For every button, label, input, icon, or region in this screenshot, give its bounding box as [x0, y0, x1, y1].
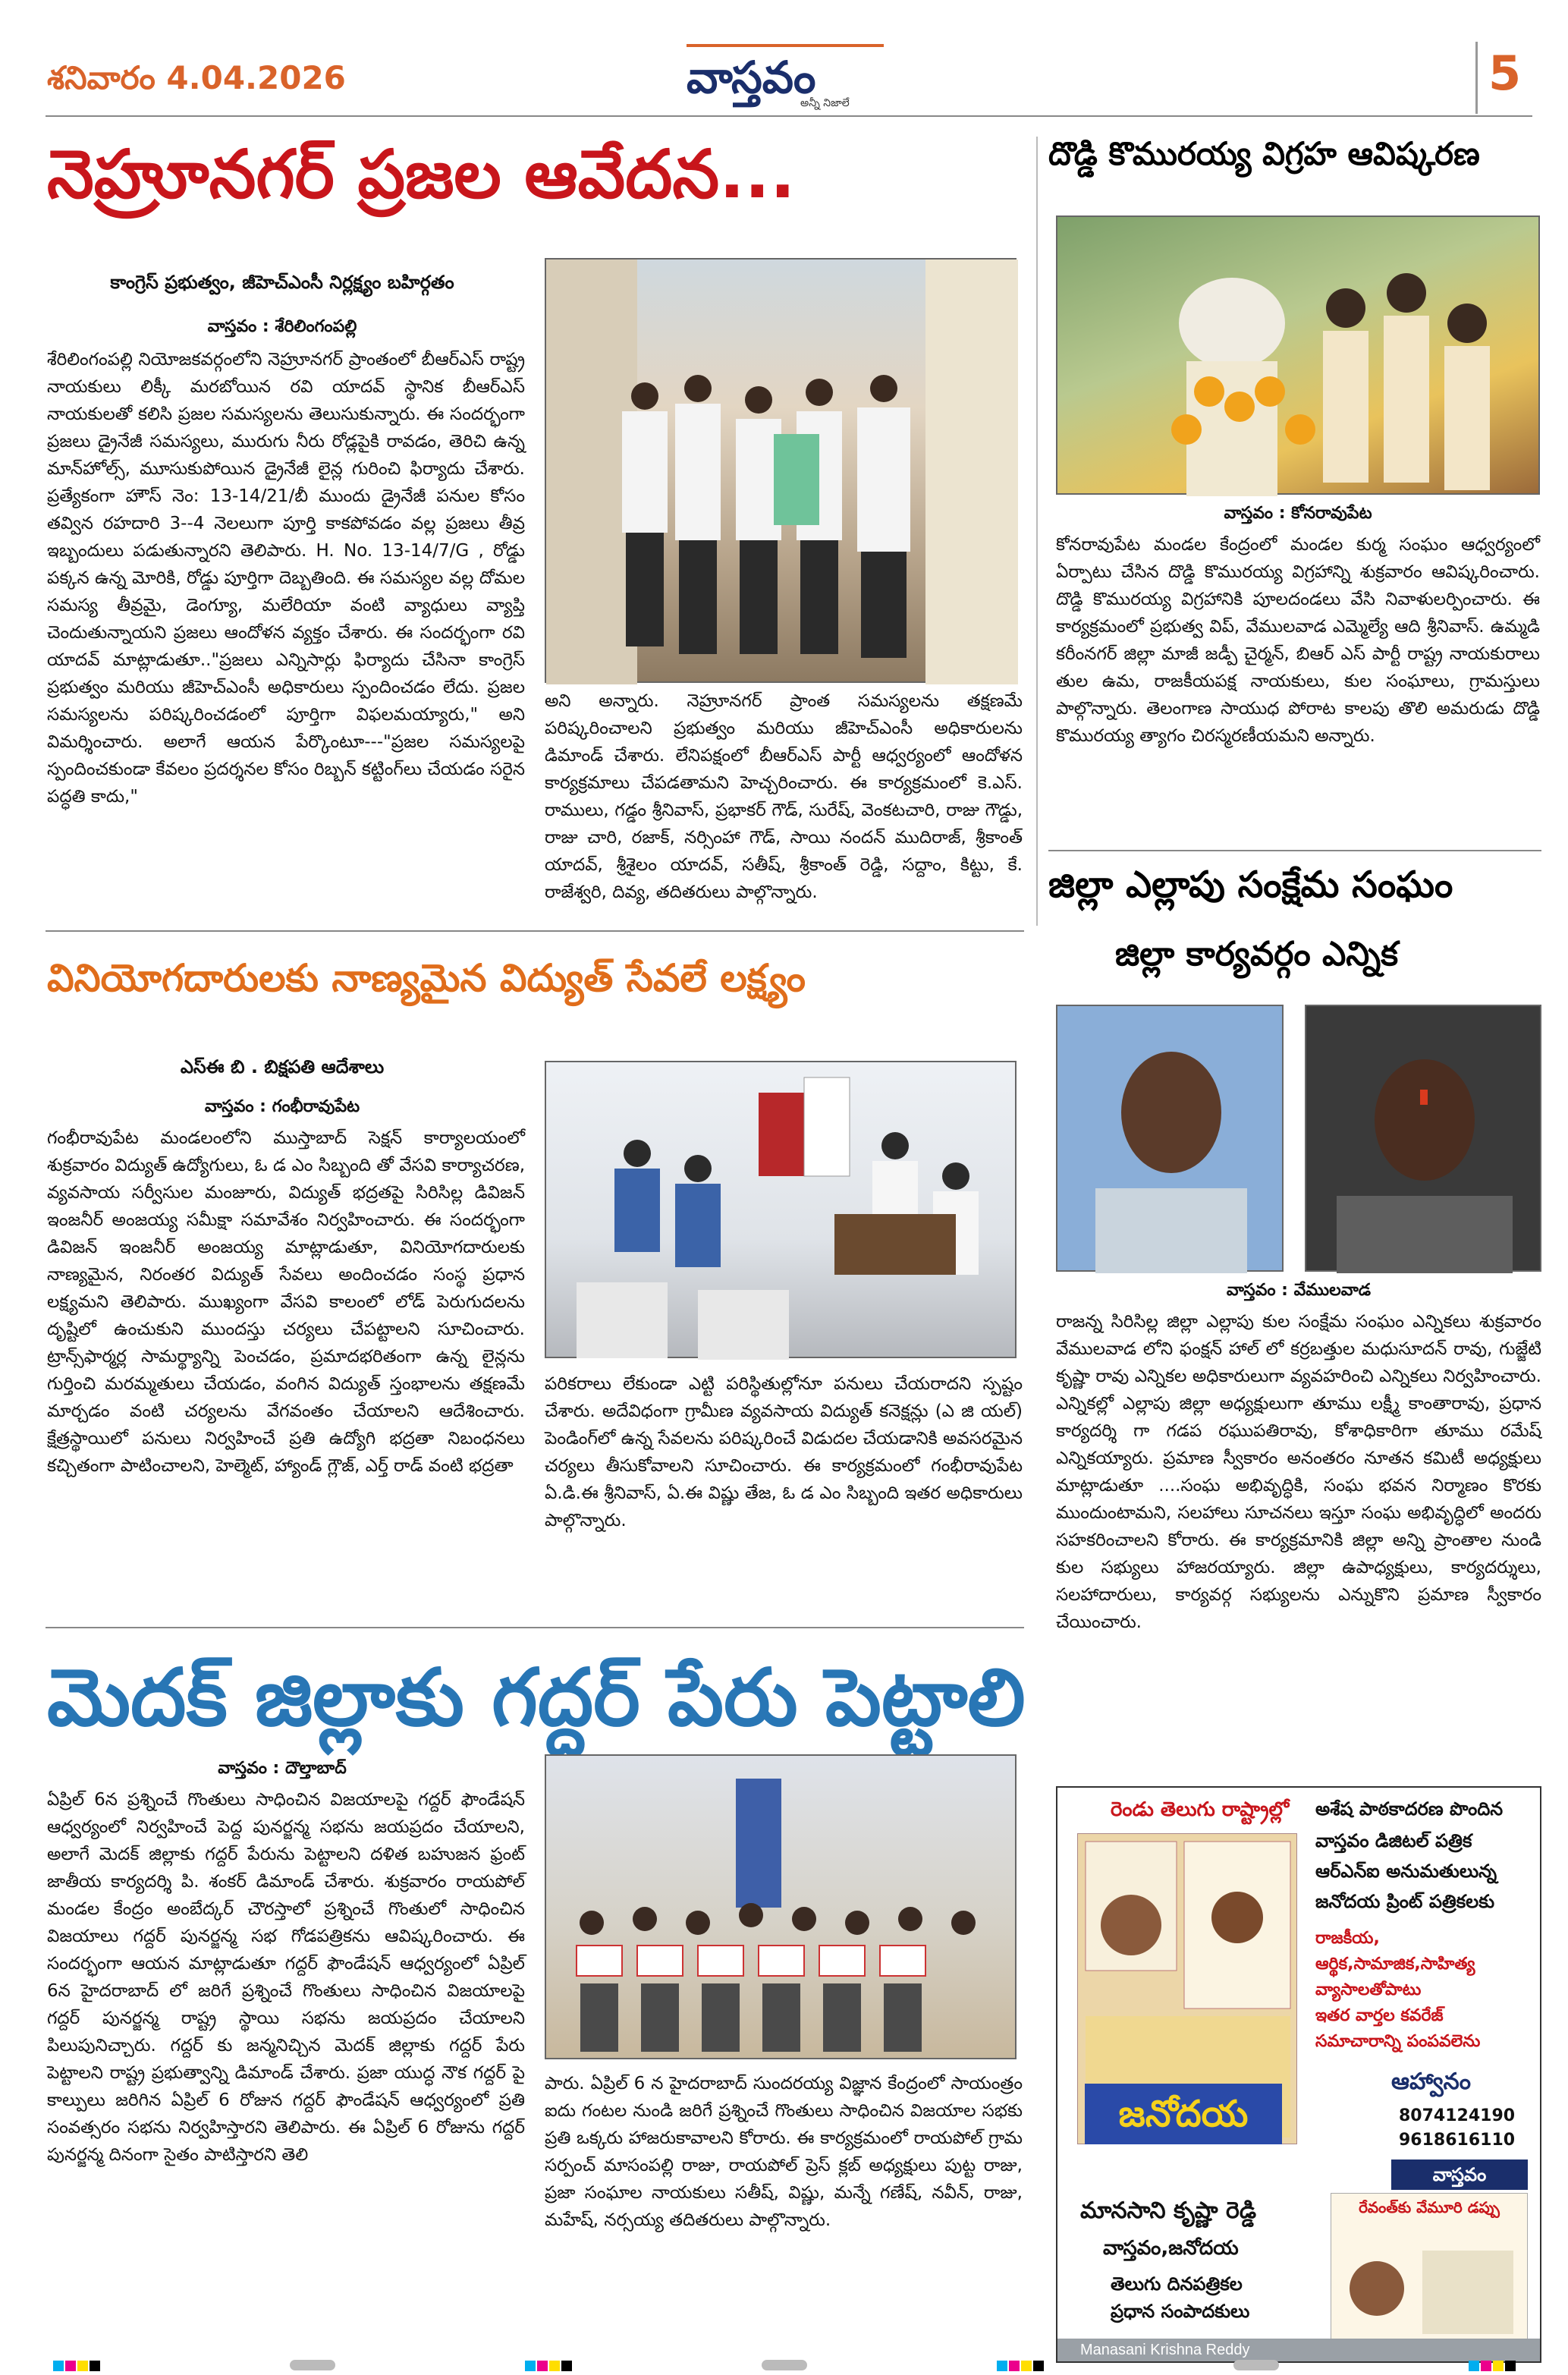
ad-footer-name: Manasani Krishna Reddy [1057, 2339, 1540, 2361]
vastavam-small-logo: వాస్తవం [1391, 2160, 1528, 2190]
ad-editor-pubs: వాస్తవం,జనోదయ [1103, 2237, 1239, 2260]
section-rule [46, 930, 1024, 932]
story5-photo [545, 1754, 1017, 2059]
ad-line4: జనోదయ ప్రింట్ పత్రికలకు [1315, 1891, 1495, 1912]
page-number-divider [1475, 42, 1478, 114]
ad-bullet: రాజకీయ, [1315, 1929, 1380, 1948]
color-swatches [53, 2360, 102, 2372]
header-rule [46, 115, 1532, 117]
member-portrait-2 [1306, 1006, 1543, 1273]
advertisement [1056, 1786, 1541, 2363]
issue-date: శనివారం 4.04.2026 [47, 59, 346, 96]
page-number: 5 [1488, 46, 1522, 101]
ad-phone2: 9618616110 [1399, 2131, 1516, 2150]
ad-bullet: వ్యాసాలతోపాటు [1315, 1980, 1422, 1999]
story2-dateline: వాస్తవం : కోనరావుపేట [1224, 504, 1372, 523]
story4-body: రాజన్న సిరిసిల్ల జిల్లా ఎల్లాపు కుల సంక్షేమ సంఘం ఎన్నికలు శుక్రవారం వేములవాడ లోని ఫంక్షన్ హాల్ లో కర్రబత్తుల మధుసూదన్ రావు, గుజ్జేటి కృష్ణా రావు ఎన్నికల అధికారులుగా వ్యవహరించి ఎన్నికలు నిర్వహించారు. ఎన్నికల్లో ఎల్లాపు జిల్లా అధ్యక్షులుగా తూము లక్ష్మీ కాంతారావు, ప్రధాన కార్యదర్శి గా గడప రఘుపతిరావు, కోశాధికారిగా తూము రమేష్ ఎన్నికయ్యారు. ప్రమాణ స్వీకారం అనంతరం నూతన కమిటీ అధ్యక్షులు మాట్లాడుతూ ....సంఘ అభివృద్ధికి, సంఘ భవన నిర్మాణం కొరకు ముందుంటామని, సలహాలు సూచనలు ఇస్తూ సంఘ అభివృద్ధిలో అందరు సహకరించాలని కోరారు. ఈ కార్యక్రమానికి జిల్లా అన్ని ప్రాంతాల నుండి కుల సభ్యులు హాజరయ్యారు. జిల్లా ఉపాధ్యక్షులు, కార్యదర్శులు, సలహాదారులు, కార్యవర్గ సభ్యులను ఎన్నుకొని ప్రమాణ స్వీకారం చేయించారు. [1056, 1312, 1548, 1632]
story5-dateline: వాస్తవం : దౌల్తాబాద్ [218, 1759, 347, 1778]
story3-headline: వినియోగదారులకు నాణ్యమైన విద్యుత్ సేవలే లక్ష్యం [47, 956, 806, 1000]
masthead [687, 44, 884, 117]
masthead-title: వాస్తవం [687, 52, 816, 103]
story4-headline: జిల్లా ఎల్లాపు సంక్షేమ సంఘం [1048, 863, 1453, 906]
revanth-clip-image [1331, 2220, 1529, 2342]
story4-photo-1 [1056, 1005, 1284, 1272]
story1-kicker: కాంగ్రెస్ ప్రభుత్వం, జీహెచ్ఎంసీ నిర్లక్ష్యం బహిర్గతం [110, 272, 454, 293]
statue-garlanding-photo [1057, 217, 1541, 496]
ad-editor-role1: తెలుగు దినపత్రికల [1111, 2273, 1243, 2295]
revanth-headline: రేవంత్‌కు వేమూరి డప్పు [1359, 2198, 1500, 2216]
section-rule-2 [46, 1627, 1024, 1628]
ad-editor-role2: ప్రధాన సంపాదకులు [1111, 2301, 1250, 2322]
member-portrait-1 [1057, 1006, 1285, 1273]
color-swatches [1469, 2360, 1517, 2372]
janodaya-logo-text: జనోదయ [1118, 2093, 1249, 2135]
story4-photo-2 [1305, 1005, 1541, 1272]
revanth-clip [1331, 2193, 1528, 2345]
ad-line1b: అశేష పాఠకాదరణ పొందిన [1315, 1798, 1504, 1820]
story4-subhead: జిల్లా కార్యవర్గం ఎన్నిక [1115, 935, 1399, 974]
story2-photo [1056, 215, 1540, 495]
meeting-room-photo [546, 1062, 1018, 1360]
registration-mark [762, 2360, 807, 2370]
story2-headline: దొడ్డి కొమురయ్య విగ్రహ ఆవిష్కరణ [1048, 135, 1480, 172]
registration-mark [1233, 2360, 1279, 2370]
registration-mark [290, 2360, 335, 2370]
ad-invite: ఆహ్వానం [1391, 2068, 1471, 2095]
story3-dateline: వాస్తవం : గంభీరావుపేట [204, 1097, 360, 1116]
story1-body-col1: శేరిలింగంపల్లి నియోజకవర్గంలోని నెహ్రూనగర్ ప్రాంతంలో బీఆర్ఎస్ రాష్ట్ర నాయకులు లిక్కీ మరబోయిన రవి యాదవ్ స్థానిక బీఆర్ఎస్ నాయకులతో కలిసి ప్రజల సమస్యలను తెలుసుకున్నారు. ఈ సందర్భంగా ప్రజలు డ్రైనేజీ సమస్యలు, మురుగు నీరు రోడ్లపైకి రావడం, తెరిచి ఉన్న మాన్‌హోల్స్, మూసుకుపోయిన డ్రైనేజీ లైన్ల గురించి ఫిర్యాదు చేశారు. ప్రత్యేకంగా హౌస్ నెం: 13-14/21/బీ ముందు డ్రైనేజీ పనుల కోసం తవ్విన రహదారి 3--4 నెలలుగా పూర్తి కాకపోవడం వల్ల ప్రజలు తీవ్ర ఇబ్బందులు పడుతున్నారని తెలిపారు. H. No. 13-14/7/G , రోడ్డు పక్కన ఉన్న మోరికి, రోడ్డు పూర్తిగా దెబ్బతింది. ఈ సమస్యల వల్ల దోమల సమస్య తీవ్రమై, డెంగ్యూ, మలేరియా వంటి వ్యాధులు వ్యాప్తి చెందుతున్నాయని ప్రజలు ఆందోళన వ్యక్తం చేశారు. ఈ సందర్భంగా రవి యాదవ్ మాట్లాడుతూ.."ప్రజలు ఎన్నిసార్లు ఫిర్యాదు చేసినా కాంగ్రెస్ ప్రభుత్వం మరియు జీహెచ్ఎంసీ అధికారులు స్పందించడం లేదు. ప్రజల సమస్యలను పరిష్కరించడంలో పూర్తిగా విఫలమయ్యారు," అని విమర్శించారు. అలాగే ఆయన పేర్కొంటూ---"ప్రజల సమస్యలపై స్పందించకుండా కేవలం ప్రదర్శనల కోసం రిబ్బన్ కట్టింగ్‌లు చేయడం సరైన పద్ధతి కాదు," [47, 350, 531, 807]
ad-bullet: సమాచారాన్ని పంపవలెను [1315, 2032, 1481, 2051]
registration-bar [53, 2360, 1517, 2372]
story3-body-col2: పరికరాలు లేకుండా ఎట్టి పరిస్థితుల్లోనూ పనులు చేయరాదని స్పష్టం చేశారు. అదేవిధంగా గ్రామీణ వ్యవసాయ విద్యుత్ కనెక్షన్లు (ఎ జి యల్) పెండింగ్‌లో ఉన్న సేవలను పరిష్కరించే విడుదల చేయడానికి అవసరమైన చర్యలు తీసుకోవాలని సూచించారు. ఈ కార్యక్రమంలో గంభీరావుపేట ఏ.డి.ఈ శ్రీనివాస్, ఏ.ఈ విష్ణు తేజ, ఓ డ ఎం సిబ్బంది ఇతర అధికారులు పాల్గొన్నారు. [545, 1374, 1029, 1530]
color-swatches [997, 2360, 1045, 2372]
story3-body-col1: గంభీరావుపేట మండలంలోని ముస్తాబాద్ సెక్షన్ కార్యాలయంలో శుక్రవారం విద్యుత్ ఉద్యోగులు, ఓ డ ఎం సిబ్బంది తో వేసవి కార్యాచరణ, వ్యవసాయ సర్వీసుల మంజూరు, విద్యుత్ భద్రతపై సిరిసిల్ల డివిజన్ ఇంజనీర్ అంజయ్య సమీక్షా సమావేశం నిర్వహించారు. ఈ సందర్భంగా డివిజన్ ఇంజనీర్ అంజయ్య మాట్లాడుతూ, వినియోగదారులకు నాణ్యమైన, నిరంతర విద్యుత్ సేవలు అందించడం సంస్థ ప్రధాన లక్ష్యమని తెలిపారు. ముఖ్యంగా వేసవి కాలంలో లోడ్ పెరుగుదలను దృష్టిలో ఉంచుకుని ముందస్తు చర్యలు చేపట్టాలని సూచించారు. ట్రాన్స్‌ఫార్మర్ల సామర్థ్యాన్ని పెంచడం, ప్రమాదభరితంగా ఉన్న లైన్లను గుర్తించి మరమ్మతులు చేయడం, వంగిన విద్యుత్ స్తంభాలను తక్షణమే మార్చడం వంటి చర్యలను వేగవంతం చేయాలని ఆదేశించారు. క్షేత్రస్థాయిలో పనులు నిర్వహించే ప్రతి ఉద్యోగి భద్రతా నిబంధనలు కచ్చితంగా పాటించాలని, హెల్మెట్, హ్యాండ్ గ్లౌజ్, ఎర్త్ రాడ్ వంటి భద్రతా [47, 1128, 531, 1476]
story1-photo [545, 258, 1017, 683]
masthead-tagline: అన్నీ నిజాలే [800, 97, 850, 109]
ad-bullet: ఆర్థిక,సామాజిక,సాహిత్య [1315, 1955, 1475, 1974]
story5-body-col2: పారు. ఏప్రిల్ 6 న హైదరాబాద్ సుందరయ్య విజ్ఞాన కేంద్రంలో సాయంత్రం ఐదు గంటల నుండి జరిగే ప్రశ్నించే గొంతులు సాధించిన విజయాల సభకు ప్రతి ఒక్కరు హాజరుకావాలని కోరారు. ఈ కార్యక్రమంలో రాయపోల్ గ్రామ సర్పంచ్ మాసంపల్లి రాజు, రాయపోల్ ప్రెస్ క్లబ్ అధ్యక్షులు పుట్ట రాజు, ప్రజా సంఘాల నాయకులు సతీష్, విష్ణు, మన్నే గణేష్, నవీన్, రాజు, మహేష్, నర్సయ్య తదితరులు పాల్గొన్నారు. [545, 2074, 1029, 2230]
ad-phone1: 8074124190 [1399, 2106, 1516, 2125]
story4-dateline: వాస్తవం : వేములవాడ [1226, 1281, 1372, 1300]
story5-headline: మెదక్ జిల్లాకు గద్దర్ పేరు పెట్టాలి [47, 1651, 1026, 1744]
story1-dateline: వాస్తవం : శేరిలింగంపల్లి [207, 317, 357, 336]
janodaya-logo [1085, 2084, 1282, 2144]
ad-editor-name: మానసాని కృష్ణా రెడ్డి [1080, 2197, 1257, 2224]
ad-line3: ఆర్ఎన్ఐ అనుమతులున్న [1315, 1861, 1497, 1882]
story2-rule [1048, 850, 1541, 851]
poster-release-photo [546, 1756, 1018, 2061]
column-divider [1036, 137, 1038, 926]
group-walking-photo [546, 260, 1018, 684]
story3-photo [545, 1061, 1017, 1358]
ad-line2: వాస్తవం డిజిటల్ పత్రిక [1315, 1830, 1472, 1851]
story5-body-col1: ఏప్రిల్ 6న ప్రశ్నించే గొంతులు సాధించిన విజయాలపై గద్దర్ ఫౌండేషన్ ఆధ్వర్యంలో నిర్వహించే పెద్ద పునర్జన్మ సభను జయప్రదం చేయాలని, అలాగే మెదక్ జిల్లాకు గద్దర్ పేరును పెట్టాలని దళిత బహుజన ఫ్రంట్ జాతీయ కార్యదర్శి పి. శంకర్ డిమాండ్ చేశారు. శుక్రవారం రాయపోల్ మండల కేంద్రం అంబేద్కర్ చౌరస్తాలో ప్రశ్నించే గొంతులో సాధించిన విజయాలు గద్దర్ పునర్జన్మ సభ గోడపత్రికను ఆవిష్కరించారు. ఈ సందర్భంగా ఆయన మాట్లాడుతూ గద్దర్ ఫౌండేషన్ ఆధ్వర్యంలో ఏప్రిల్ 6న హైదరాబాద్ లో జరిగే ప్రశ్నించే గొంతులు సాధించిన విజయాలపై గద్దర్ పునర్జన్మ రాష్ట్ర స్థాయి సభను జయప్రదం చేయాలని పిలుపునిచ్చారు. గద్దర్ కు జన్మనిచ్చిన మెదక్ జిల్లాకు గద్దర్ పేరు పెట్టాలని రాష్ట్ర ప్రభుత్వాన్ని డిమాండ్ చేశారు. ప్రజా యుద్ధ నౌక గద్దర్ పై కాల్పులు జరిగిన ఏప్రిల్ 6 రోజున గద్దర్ ఫౌండేషన్ ఆధ్వర్యంలో ప్రతి సంవత్సరం సభను నిర్వహిస్తారని తెలిపారు. ఈ ఏప్రిల్ 6 రోజును గద్దర్ పునర్జన్మ దినంగా సైతం పాటిస్తారని తెలి [47, 1790, 531, 2165]
story3-kicker: ఎస్ఈ బి . బిక్షపతి ఆదేశాలు [180, 1056, 385, 1077]
ad-bullet: ఇతర వార్తల కవరేజ్ [1315, 2006, 1444, 2025]
story2-body: కోనరావుపేట మండల కేంద్రంలో మండల కుర్మ సంఘం ఆధ్వర్యంలో ఏర్పాటు చేసిన దొడ్డి కొమురయ్య విగ్రహాన్ని శుక్రవారం ఆవిష్కరించారు. దొడ్డి కొమురయ్య విగ్రహానికి పూలదండలు వేసి నివాళులర్పించారు. ఈ కార్యక్రమంలో ప్రభుత్వ విప్, వేములవాడ ఎమ్మెల్యే ఆది శ్రీనివాస్. ఉమ్మడి కరీంనగర్ జిల్లా మాజీ జడ్పీ చైర్మన్, బిఆర్ ఎస్ పార్టీ రాష్ట్ర నాయకురాలు తుల ఉమ, రాజకీయపక్ష నాయకులు, కుల సంఘాలు, గ్రామస్తులు పాల్గొన్నారు. తెలంగాణ సాయుధ పోరాట కాలపు తొలి అమరుడు దొడ్డి కొమురయ్య త్యాగం చిరస్మరణీయమని అన్నారు. [1056, 535, 1546, 746]
ad-bullets [1315, 1926, 1480, 2055]
story1-headline: నెహ్రూనగర్ ప్రజల ఆవేదన... [47, 135, 796, 213]
story1-body-col2: అని అన్నారు. నెహ్రూనగర్ ప్రాంత సమస్యలను తక్షణమే పరిష్కరించాలని ప్రభుత్వం మరియు జీహెచ్ఎంసీ అధికారులను డిమాండ్ చేశారు. లేనిపక్షంలో బీఆర్ఎస్ పార్టీ ఆధ్వర్యంలో ఆందోళన కార్యక్రమాలు చేపడతామని హెచ్చరించారు. ఈ కార్యక్రమంలో కె.ఎస్. రాములు, గడ్డం శ్రీనివాస్, ప్రభాకర్ గౌడ్, సురేష్, వెంకటచారి, రాజు గౌడ్డు, రాజు చారి, రజాక్, నర్సింహా గౌడ్, సాయి నందన్ ముదిరాజ్, శ్రీకాంత్ యాదవ్, శ్రీశైలం యాదవ్, సతీష్, శ్రీకాంత్ రెడ్డి, సద్దాం, కిట్టు, కే. రాజేశ్వరి, దివ్య, తదితరులు పాల్గొన్నారు. [545, 691, 1029, 902]
color-swatches [525, 2360, 573, 2372]
ad-line1a: రెండు తెలుగు రాష్ట్రాల్లో [1111, 1798, 1290, 1821]
